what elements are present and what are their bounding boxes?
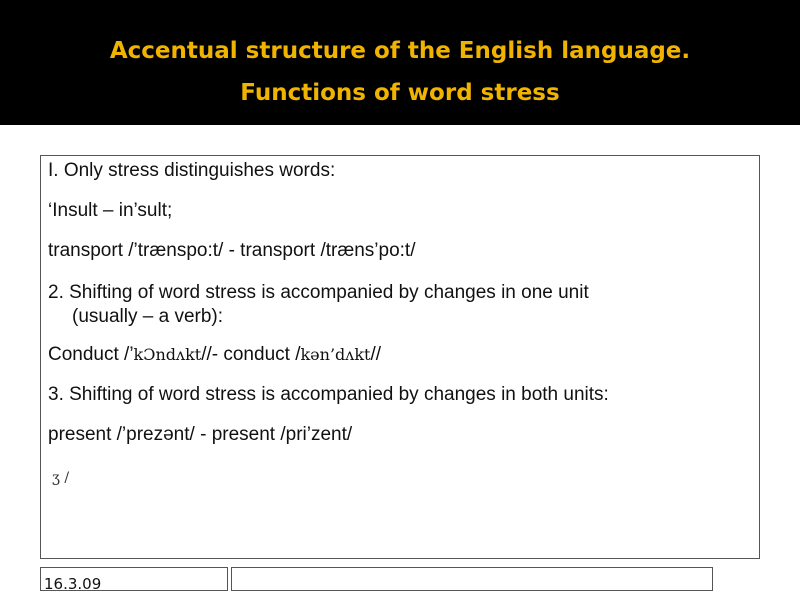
phonetic-symbol: ʒ / xyxy=(52,470,70,486)
text-line-3: transport /’trænspo:t/ - transport /træns’po:t/ xyxy=(48,240,416,261)
text-line-4b xyxy=(48,306,223,328)
text-line-6: 3. Shifting of word stress is accompanied by changes in both units: xyxy=(48,384,609,405)
content-box xyxy=(40,155,760,559)
conduct-suffix: // xyxy=(370,344,382,365)
title-line-1: Accentual structure of the English language. xyxy=(109,38,691,64)
text-line-5 xyxy=(48,344,381,366)
text-line-2: ‘Insult – in’sult; xyxy=(48,200,173,221)
text-line-7: present /’prezənt/ - present /pri’zent/ xyxy=(48,424,353,445)
text-line-4a: 2. Shifting of word stress is accompanied by changes in one unit xyxy=(48,282,589,303)
footer-center-box xyxy=(231,567,713,591)
title-line-2: Functions of word stress xyxy=(240,80,560,106)
conduct-prefix: Conduct /’ xyxy=(48,344,134,365)
slide-title xyxy=(0,30,800,114)
title-band xyxy=(0,0,800,125)
text-line-4b-text: (usually – a verb): xyxy=(72,306,224,327)
conduct-verb-phonetic: kən’dʌkt xyxy=(300,345,371,364)
conduct-noun-phonetic: kƆndʌkt xyxy=(133,345,202,364)
footer-date: 16.3.09 xyxy=(44,575,102,593)
conduct-middle: //- conduct / xyxy=(201,344,301,365)
text-line-1: I. Only stress distinguishes words: xyxy=(48,160,336,181)
